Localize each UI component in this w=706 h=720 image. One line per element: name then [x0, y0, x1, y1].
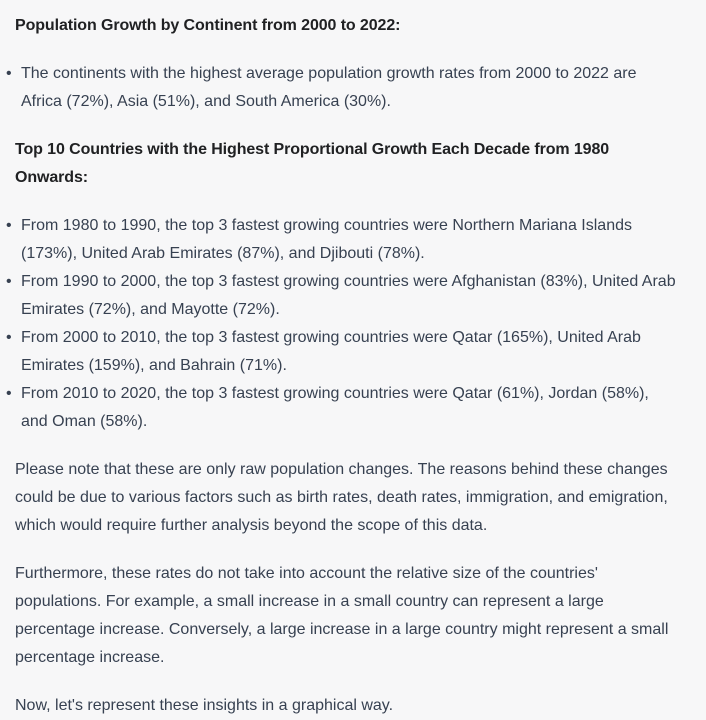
- list-item: [6, 324, 676, 380]
- bullet-icon: •: [6, 65, 12, 82]
- paragraph-note-raw-changes: Please note that these are only raw population changes. The reasons behind these changes could be due to various factors such as birth rates, death rates, immigration, and emigration, which would require further analysis beyond the scope of this data.: [15, 461, 668, 534]
- bullet-icon: •: [6, 385, 12, 402]
- list-item-text: From 2000 to 2010, the top 3 fastest growing countries were Qatar (165%), United Arab Emirates (159%), and Bahrain (71%).: [21, 329, 641, 374]
- paragraph-relative-size: Furthermore, these rates do not take into account the relative size of the countries' populations. For example, a small increase in a small country can represent a large percentage increase. Conversely, a large increase in a large country might represent a small percentage increase.: [15, 565, 669, 666]
- list-item: [6, 60, 676, 116]
- list-item: [6, 380, 676, 436]
- continent-growth-list: [6, 60, 676, 116]
- section-heading-top-countries: Top 10 Countries with the Highest Proportional Growth Each Decade from 1980 Onwards:: [15, 141, 610, 186]
- bullet-icon: •: [6, 273, 12, 290]
- section-heading-continent-growth: Population Growth by Continent from 2000 to 2022:: [15, 17, 401, 34]
- bullet-icon: •: [6, 217, 12, 234]
- list-item-text: From 2010 to 2020, the top 3 fastest growing countries were Qatar (61%), Jordan (58%), and Oman (58%).: [21, 385, 649, 430]
- list-item: [6, 268, 676, 324]
- top-countries-list: [6, 212, 676, 436]
- bullet-icon: •: [6, 329, 12, 346]
- list-item-text: From 1990 to 2000, the top 3 fastest growing countries were Afghanistan (83%), United Arab Emirates (72%), and Mayotte (72%).: [21, 273, 676, 318]
- paragraph-graphical-intro: Now, let's represent these insights in a graphical way.: [15, 697, 394, 714]
- list-item-text: From 1980 to 1990, the top 3 fastest growing countries were Northern Mariana Islands (173%), United Arab Emirates (87%), and Djibouti (78%).: [21, 217, 632, 262]
- list-item: [6, 212, 676, 268]
- list-item-text: The continents with the highest average population growth rates from 2000 to 2022 are Africa (72%), Asia (51%), and South America (30%).: [21, 65, 637, 110]
